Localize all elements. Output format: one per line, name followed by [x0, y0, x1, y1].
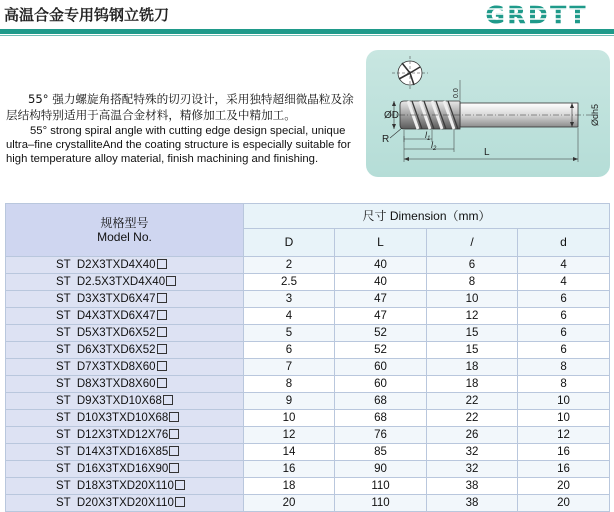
col-header-d-lower: d: [518, 229, 610, 257]
checkbox-square-icon: [169, 412, 179, 422]
model-number: ST D8X3TXD8X60: [56, 377, 156, 390]
value-cell-L: 47: [335, 308, 427, 325]
table-row: [6, 444, 610, 461]
value-cell-d: 4: [518, 274, 610, 291]
value-cell-D: 20: [244, 495, 335, 512]
value-cell-d: 6: [518, 291, 610, 308]
end-mill-drawing: [366, 50, 610, 177]
value-cell-l: 22: [427, 410, 518, 427]
value-cell-d: 6: [518, 325, 610, 342]
checkbox-square-icon: [157, 327, 167, 337]
header-rule-thin: [0, 35, 614, 36]
value-cell-d: 16: [518, 461, 610, 478]
value-cell-L: 47: [335, 291, 427, 308]
checkbox-square-icon: [157, 293, 167, 303]
table-row: [6, 308, 610, 325]
checkbox-square-icon: [157, 361, 167, 371]
model-cell: [6, 495, 244, 512]
value-cell-l: 26: [427, 427, 518, 444]
table-row: [6, 393, 610, 410]
value-cell-d: 8: [518, 376, 610, 393]
table-row: [6, 478, 610, 495]
value-cell-L: 60: [335, 359, 427, 376]
model-cell: [6, 444, 244, 461]
value-cell-l: 8: [427, 274, 518, 291]
value-cell-D: 7: [244, 359, 335, 376]
model-cell: [6, 461, 244, 478]
table-row: [6, 461, 610, 478]
table-row: [6, 427, 610, 444]
table-row: [6, 291, 610, 308]
value-cell-l: 6: [427, 257, 518, 274]
checkbox-square-icon: [175, 497, 185, 507]
page-title: 高温合金专用钨钢立铣刀: [4, 6, 170, 24]
value-cell-D: 2.5: [244, 274, 335, 291]
value-cell-l: 18: [427, 376, 518, 393]
checkbox-square-icon: [169, 446, 179, 456]
description-chinese: 55° 强力螺旋角搭配特殊的切刃设计，采用独特超细微晶粒及涂层结构特别适用于高温合金材料，精修加工及中精加工。: [6, 92, 354, 122]
description-english: 55° strong spiral angle with cutting edge design special, unique ultra–fine crystalliteAnd the coating structure is especially suitable for high temperature alloy material, finish machining and finishing.: [6, 125, 351, 165]
value-cell-L: 60: [335, 376, 427, 393]
model-cell: [6, 342, 244, 359]
table-row: [6, 495, 610, 512]
model-cell: [6, 410, 244, 427]
col-header-d-upper: D: [244, 229, 335, 257]
model-cell: [6, 393, 244, 410]
header-rule: [0, 29, 614, 34]
checkbox-square-icon: [157, 378, 167, 388]
model-header: [6, 204, 244, 257]
value-cell-l: 15: [427, 325, 518, 342]
model-cell: [6, 257, 244, 274]
value-cell-L: 90: [335, 461, 427, 478]
model-number: ST D6X3TXD6X52: [56, 343, 156, 356]
value-cell-d: 10: [518, 410, 610, 427]
dimension-header: 尺寸 Dimension（mm）: [244, 204, 610, 229]
table-row: [6, 359, 610, 376]
value-cell-d: 4: [518, 257, 610, 274]
model-number: ST D12X3TXD12X76: [56, 428, 169, 441]
table-row: [6, 325, 610, 342]
model-number: ST D2.5X3TXD4X40: [56, 275, 166, 288]
value-cell-D: 3: [244, 291, 335, 308]
model-number: ST D5X3TXD6X52: [56, 326, 156, 339]
value-cell-L: 76: [335, 427, 427, 444]
label-l2: $l_2$: [431, 140, 437, 152]
table-row: [6, 274, 610, 291]
label-phi-dh5: Ødh5: [590, 103, 600, 127]
value-cell-d: 8: [518, 359, 610, 376]
value-cell-d: 20: [518, 495, 610, 512]
label-tolerance: 0.0: [453, 88, 460, 98]
model-header-en: Model No.: [97, 230, 152, 244]
model-number: ST D14X3TXD16X85: [56, 445, 169, 458]
checkbox-square-icon: [169, 463, 179, 473]
value-cell-L: 85: [335, 444, 427, 461]
col-header-l-upper: L: [335, 229, 427, 257]
value-cell-D: 9: [244, 393, 335, 410]
table-row: [6, 410, 610, 427]
value-cell-D: 16: [244, 461, 335, 478]
table-row: [6, 376, 610, 393]
model-number: ST D10X3TXD10X68: [56, 411, 169, 424]
value-cell-l: 22: [427, 393, 518, 410]
model-cell: [6, 359, 244, 376]
value-cell-l: 15: [427, 342, 518, 359]
checkbox-square-icon: [166, 276, 176, 286]
model-number: ST D20X3TXD20X110: [56, 496, 174, 509]
value-cell-L: 110: [335, 478, 427, 495]
model-cell: [6, 291, 244, 308]
value-cell-d: 10: [518, 393, 610, 410]
checkbox-square-icon: [163, 395, 173, 405]
value-cell-D: 4: [244, 308, 335, 325]
value-cell-d: 6: [518, 308, 610, 325]
model-cell: [6, 478, 244, 495]
checkbox-square-icon: [157, 310, 167, 320]
value-cell-D: 8: [244, 376, 335, 393]
value-cell-L: 40: [335, 257, 427, 274]
value-cell-l: 18: [427, 359, 518, 376]
model-number: ST D16X3TXD16X90: [56, 462, 169, 475]
model-number: ST D2X3TXD4X40: [56, 258, 156, 271]
value-cell-D: 14: [244, 444, 335, 461]
label-big-l: L: [484, 147, 490, 158]
value-cell-d: 6: [518, 342, 610, 359]
value-cell-d: 16: [518, 444, 610, 461]
model-cell: [6, 325, 244, 342]
value-cell-l: 10: [427, 291, 518, 308]
value-cell-L: 68: [335, 410, 427, 427]
checkbox-square-icon: [175, 480, 185, 490]
value-cell-l: 32: [427, 444, 518, 461]
value-cell-L: 40: [335, 274, 427, 291]
spec-table: [5, 203, 610, 512]
label-l1: $l_1$: [425, 130, 431, 142]
table-row: [6, 342, 610, 359]
brand-logo: [464, 1, 610, 27]
value-cell-D: 2: [244, 257, 335, 274]
model-cell: [6, 376, 244, 393]
checkbox-square-icon: [157, 259, 167, 269]
value-cell-d: 12: [518, 427, 610, 444]
value-cell-D: 6: [244, 342, 335, 359]
value-cell-L: 110: [335, 495, 427, 512]
label-phi-d: ØD: [384, 110, 399, 121]
model-number: ST D7X3TXD8X60: [56, 360, 156, 373]
model-header-cn: 规格型号: [100, 216, 149, 230]
model-cell: [6, 274, 244, 291]
model-number: ST D3X3TXD6X47: [56, 292, 156, 305]
value-cell-l: 38: [427, 495, 518, 512]
model-number: ST D18X3TXD20X110: [56, 479, 174, 492]
model-number: ST D4X3TXD6X47: [56, 309, 156, 322]
value-cell-D: 12: [244, 427, 335, 444]
model-cell: [6, 308, 244, 325]
checkbox-square-icon: [169, 429, 179, 439]
table-row: [6, 257, 610, 274]
value-cell-l: 38: [427, 478, 518, 495]
value-cell-D: 18: [244, 478, 335, 495]
value-cell-l: 32: [427, 461, 518, 478]
model-number: ST D9X3TXD10X68: [56, 394, 162, 407]
model-cell: [6, 427, 244, 444]
value-cell-L: 52: [335, 342, 427, 359]
col-header-l-lower: /: [427, 229, 518, 257]
value-cell-D: 10: [244, 410, 335, 427]
value-cell-D: 5: [244, 325, 335, 342]
value-cell-L: 68: [335, 393, 427, 410]
checkbox-square-icon: [157, 344, 167, 354]
value-cell-L: 52: [335, 325, 427, 342]
value-cell-l: 12: [427, 308, 518, 325]
label-r: R: [382, 134, 390, 145]
svg-text:GRDTT: GRDTT: [485, 3, 589, 27]
value-cell-d: 20: [518, 478, 610, 495]
